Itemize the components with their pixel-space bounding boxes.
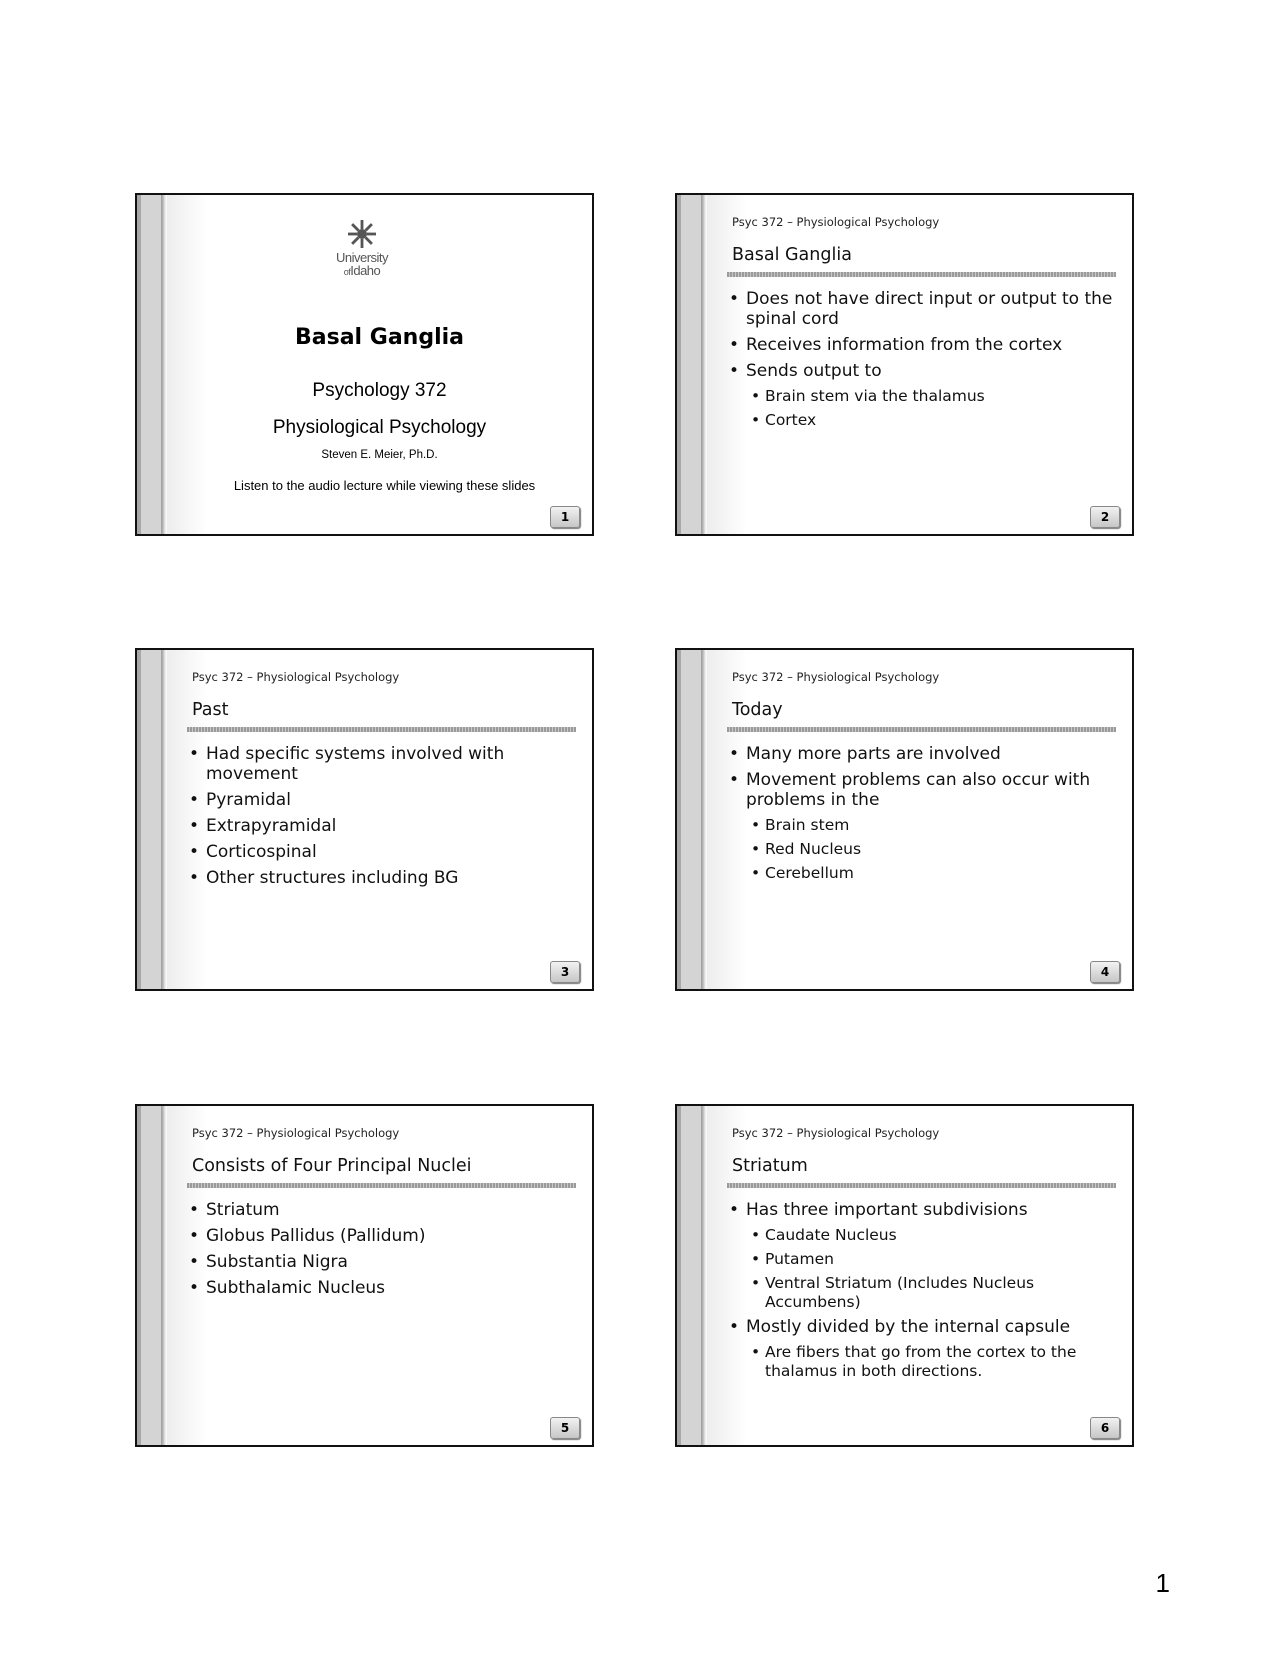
slide-sidebar <box>677 650 707 989</box>
slide-sidebar <box>677 195 707 534</box>
list-item: • Has three important subdivisions <box>729 1200 1120 1220</box>
bullet-list <box>729 1200 1120 1386</box>
slide-title: Past <box>192 700 229 720</box>
university-logo <box>327 219 397 279</box>
slide-header: Psyc 372 – Physiological Psychology <box>732 215 940 229</box>
slide-header: Psyc 372 – Physiological Psychology <box>192 670 400 684</box>
list-item: • Does not have direct input or output to the spinal cord <box>729 289 1120 329</box>
slide-sidebar <box>137 1106 167 1445</box>
slide-number: 3 <box>550 961 580 983</box>
slide-2 <box>675 193 1134 536</box>
logo-text-university: University <box>335 250 389 265</box>
title-rule <box>187 727 576 732</box>
bullet-list <box>729 289 1120 435</box>
list-item: • Extrapyramidal <box>189 816 580 836</box>
course-name: Psychology 372 <box>312 380 447 401</box>
title-rule <box>727 727 1116 732</box>
list-item: • Other structures including BG <box>189 868 580 888</box>
slide-header: Psyc 372 – Physiological Psychology <box>732 670 940 684</box>
list-item: • Cortex <box>751 411 1120 430</box>
title-rule <box>727 1183 1116 1188</box>
logo-text-idaho: ofIdaho <box>343 263 381 278</box>
slide-header: Psyc 372 – Physiological Psychology <box>192 1126 400 1140</box>
list-item: • Corticospinal <box>189 842 580 862</box>
list-item: • Globus Pallidus (Pallidum) <box>189 1226 580 1246</box>
slide-sidebar <box>137 650 167 989</box>
slide-title: Consists of Four Principal Nuclei <box>192 1156 472 1176</box>
slide-number: 4 <box>1090 961 1120 983</box>
slide-number: 1 <box>550 506 580 528</box>
list-item: • Red Nucleus <box>751 840 1120 859</box>
course-subtitle: Physiological Psychology <box>272 417 487 438</box>
list-item: • Ventral Striatum (Includes Nucleus Accumbens) <box>751 1274 1120 1312</box>
list-item: • Had specific systems involved with movement <box>189 744 580 784</box>
list-item: • Sends output to <box>729 361 1120 381</box>
list-item: • Striatum <box>189 1200 580 1220</box>
slide-title: Striatum <box>732 1156 808 1176</box>
author: Steven E. Meier, Ph.D. <box>321 449 438 461</box>
slide-title: Basal Ganglia <box>295 325 464 350</box>
slide-1 <box>135 193 594 536</box>
list-item: • Cerebellum <box>751 864 1120 883</box>
title-rule <box>187 1183 576 1188</box>
sunburst-logo-icon <box>347 219 377 249</box>
list-item: • Brain stem via the thalamus <box>751 387 1120 406</box>
list-item: • Receives information from the cortex <box>729 335 1120 355</box>
bullet-list <box>189 1200 580 1304</box>
slide-5 <box>135 1104 594 1447</box>
slide-title: Basal Ganglia <box>732 245 852 265</box>
slide-6 <box>675 1104 1134 1447</box>
slide-number: 5 <box>550 1417 580 1439</box>
slide-4 <box>675 648 1134 991</box>
list-item: • Movement problems can also occur with problems in the <box>729 770 1120 810</box>
slide-header: Psyc 372 – Physiological Psychology <box>732 1126 940 1140</box>
slide-sidebar <box>677 1106 707 1445</box>
list-item: • Many more parts are involved <box>729 744 1120 764</box>
slide-number: 2 <box>1090 506 1120 528</box>
slide-title: Today <box>732 700 783 720</box>
list-item: • Putamen <box>751 1250 1120 1269</box>
audio-note: Listen to the audio lecture while viewing these slides <box>233 478 536 493</box>
list-item: • Brain stem <box>751 816 1120 835</box>
bullet-list <box>189 744 580 894</box>
list-item: • Substantia Nigra <box>189 1252 580 1272</box>
list-item: • Subthalamic Nucleus <box>189 1278 580 1298</box>
bullet-list <box>729 744 1120 888</box>
list-item: • Caudate Nucleus <box>751 1226 1120 1245</box>
slide-3 <box>135 648 594 991</box>
page-number: 1 <box>1155 1568 1170 1598</box>
slide-sidebar <box>137 195 167 534</box>
list-item: • Pyramidal <box>189 790 580 810</box>
title-rule <box>727 272 1116 277</box>
slide-number: 6 <box>1090 1417 1120 1439</box>
list-item: • Mostly divided by the internal capsule <box>729 1317 1120 1337</box>
list-item: • Are fibers that go from the cortex to the thalamus in both directions. <box>751 1343 1120 1381</box>
